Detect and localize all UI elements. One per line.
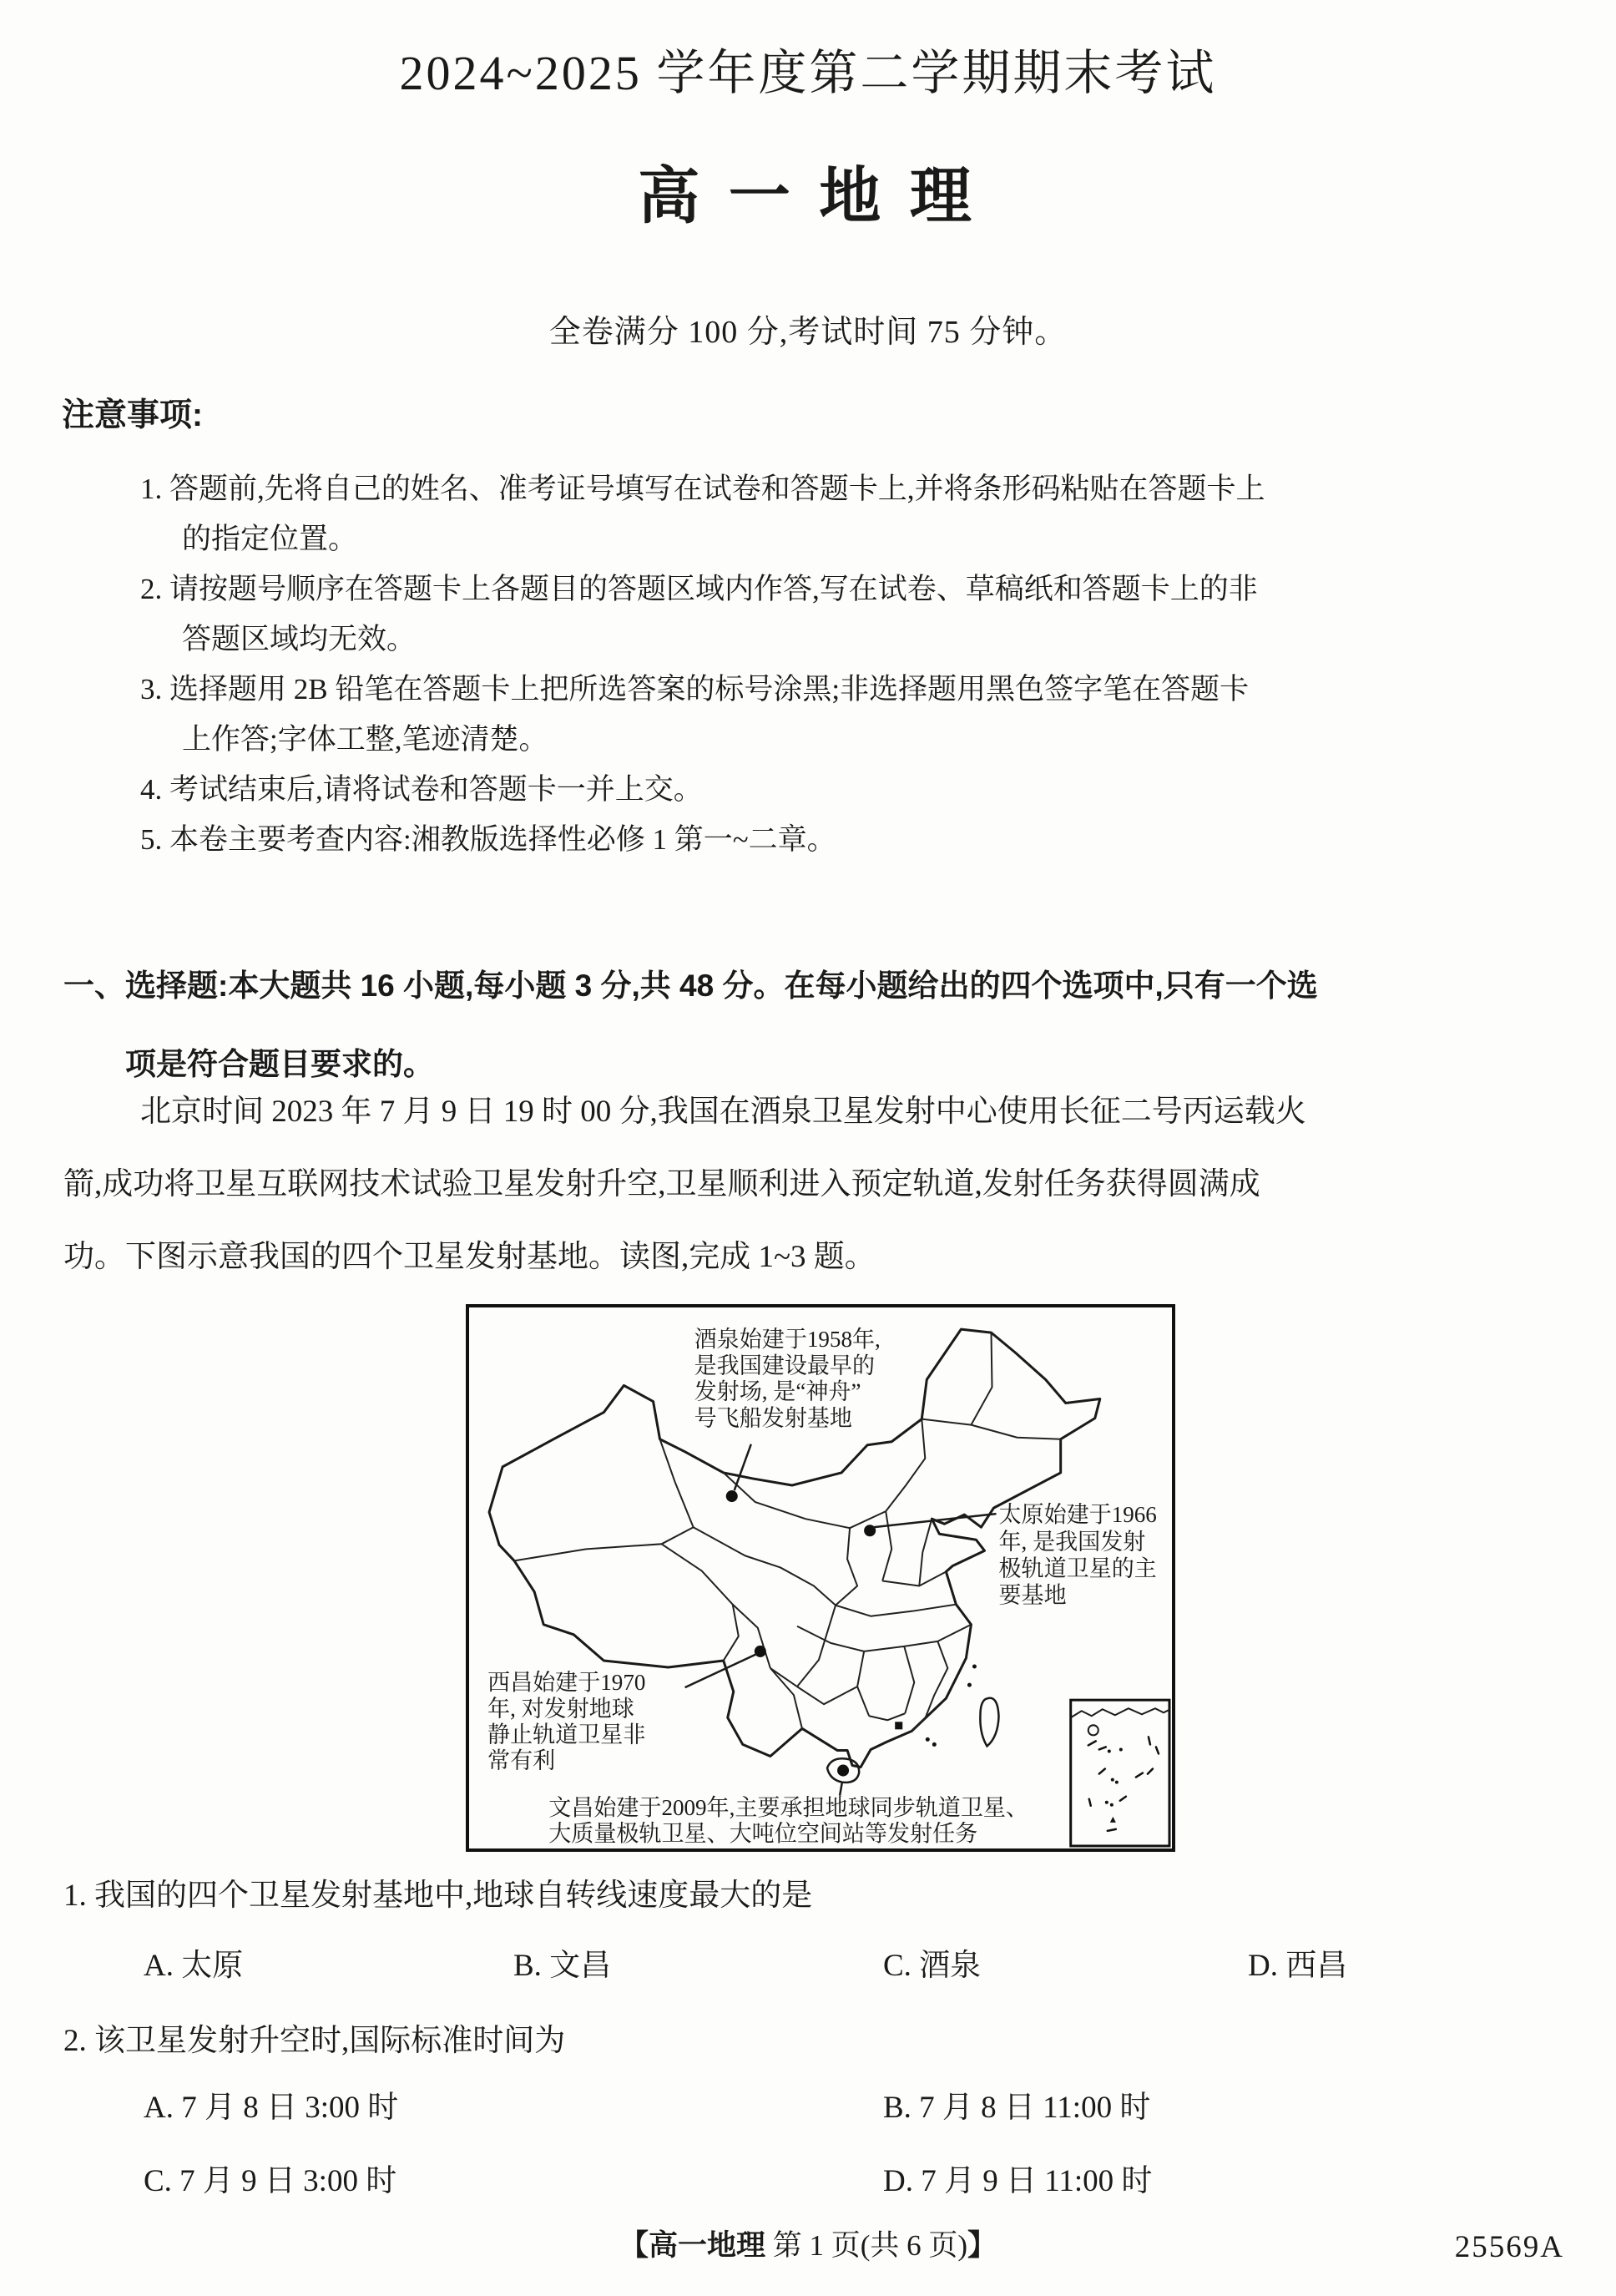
intro-line-1: 北京时间 2023 年 7 月 9 日 19 时 00 分,我国在酒泉卫星发射中心使用长征二号丙运载火 [140,1095,1306,1129]
jiuquan-label-line-2: 是我国建设最早的 [694,1353,876,1378]
china-map-figure [469,1307,1172,1848]
intro-line-3: 功。下图示意我国的四个卫星发射基地。读图,完成 1~3 题。 [63,1240,876,1274]
footer-paper-code: 25569A [1454,2230,1564,2264]
taiyuan-label-line-3: 极轨道卫星的主 [998,1555,1157,1581]
question-2-option-c: C. 7 月 9 日 3:00 时 [144,2164,397,2198]
section-1-heading-line-1: 一、选择题:本大题共 16 小题,每小题 3 分,共 48 分。在每小题给出的四个选项中,只有一个选 [63,968,1318,1003]
section-1-heading-line-2: 项是符合题目要求的。 [125,1047,434,1081]
footer-label-close: 】 [967,2229,997,2262]
notice-item-1-line-2: 的指定位置。 [182,523,358,555]
question-group-intro [63,1075,1306,1293]
xichang-label-line-1: 西昌始建于1970 [487,1670,646,1696]
notice-item-4: 4. 考试结束后,请将试卷和答题卡一并上交。 [140,773,703,806]
wenchang-label-line-2: 大质量极轨卫星、大吨位空间站等发射任务 [548,1820,978,1846]
jiuquan-label-line-4: 号飞船发射基地 [694,1405,852,1431]
jiuquan-label [694,1327,881,1430]
question-2-options-row-2 [0,2161,1616,2202]
notice-item-2-line-2: 答题区域均无效。 [182,623,417,655]
notice-list [140,464,1265,865]
xichang-label-line-2: 年, 对发射地球 [487,1696,634,1722]
wenchang-label-line-1: 文昌始建于2009年,主要承担地球同步轨道卫星、 [548,1794,1028,1820]
question-1-option-d: D. 西昌 [1248,1949,1348,1983]
taiyuan-label-line-2: 年, 是我国发射 [998,1529,1146,1555]
coastal-islets [926,1664,977,1746]
jiuquan-label-line-1: 酒泉始建于1958年, [694,1327,881,1353]
question-1-option-a: A. 太原 [144,1949,244,1983]
question-1-option-b: B. 文昌 [513,1949,612,1983]
xichang-label-line-4: 常有利 [487,1747,556,1773]
wenchang-site-dot [837,1765,849,1777]
notice-item-3-line-1: 3. 选择题用 2B 铅笔在答题卡上把所选答案的标号涂黑;非选择题用黑色签字笔在答题卡 [140,673,1250,705]
coast-city-square-marker [895,1722,902,1729]
question-1-option-c: C. 酒泉 [883,1949,982,1983]
exam-title: 2024~2025 学年度第二学期期末考试 [399,46,1217,100]
wenchang-label [548,1795,1028,1846]
question-2-option-b: B. 7 月 8 日 11:00 时 [883,2091,1151,2125]
xichang-label [487,1670,645,1773]
exam-subject: 高 一 地 理 [638,163,978,231]
footer-page-label [0,2226,1616,2266]
xichang-label-line-3: 静止轨道卫星非 [487,1722,646,1747]
intro-line-2: 箭,成功将卫星互联网技术试验卫星发射升空,卫星顺利进入预定轨道,发射任务获得圆满成 [63,1167,1260,1201]
footer-label-open: 【高一地理 [619,2229,765,2262]
question-2-option-a: A. 7 月 8 日 3:00 时 [144,2091,399,2125]
taiwan-island [980,1698,998,1747]
xichang-site-dot [755,1646,766,1657]
question-2-options-row-1 [0,2087,1616,2129]
south-china-sea-inset [1071,1700,1170,1846]
question-1-text: 1. 我国的四个卫星发射基地中,地球自转线速度最大的是 [63,1879,813,1913]
question-1-options [0,1945,1616,1987]
taiyuan-label-line-4: 要基地 [998,1582,1067,1608]
china-launch-sites-map [466,1304,1175,1852]
notice-heading: 注意事项: [62,397,203,433]
taiyuan-label-line-1: 太原始建于1966 [998,1502,1157,1528]
footer-label-mid: 第 1 页(共 6 页) [765,2229,968,2262]
jiuquan-site-dot [726,1490,738,1502]
notice-item-1-line-1: 1. 答题前,先将自己的姓名、准考证号填写在试卷和答题卡上,并将条形码粘贴在答题卡上 [140,473,1265,505]
notice-item-2-line-1: 2. 请按题号顺序在答题卡上各题目的答题区域内作答,写在试卷、草稿纸和答题卡上的非 [140,573,1258,605]
question-2-text: 2. 该卫星发射升空时,国际标准时间为 [63,2024,566,2058]
jiuquan-label-line-3: 发射场, 是“神舟” [694,1378,861,1404]
exam-score-time-info: 全卷满分 100 分,考试时间 75 分钟。 [548,315,1068,350]
notice-item-5: 5. 本卷主要考查内容:湘教版选择性必修 1 第一~二章。 [140,823,836,856]
notice-item-3-line-2: 上作答;字体工整,笔迹清楚。 [182,723,548,756]
taiyuan-label [999,1502,1157,1607]
question-2-option-d: D. 7 月 9 日 11:00 时 [883,2164,1153,2198]
